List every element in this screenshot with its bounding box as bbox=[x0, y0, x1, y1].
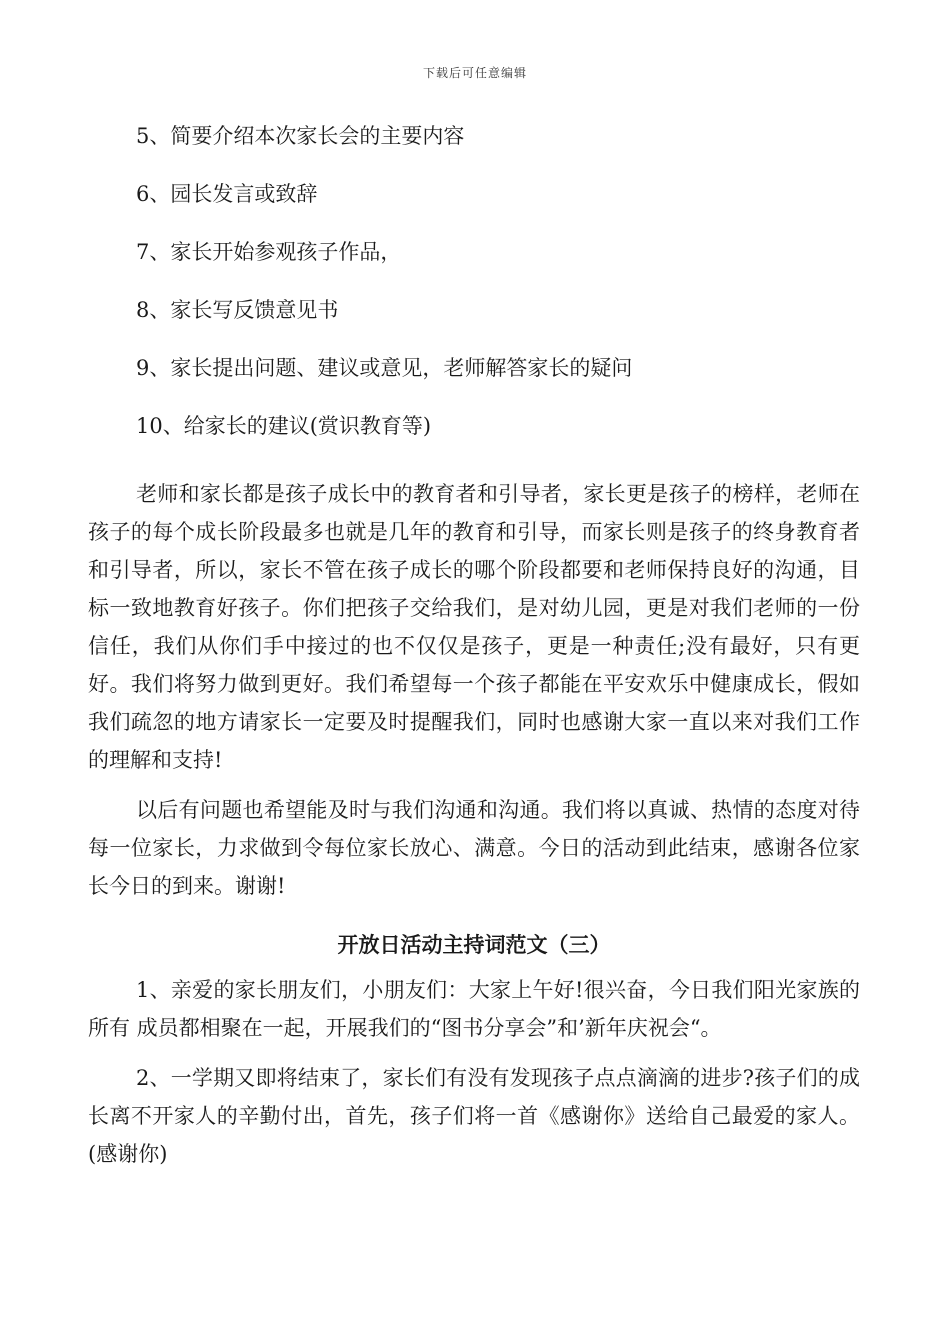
section-paragraph: 2、一学期又即将结束了，家长们有没有发现孩子点点滴滴的进步?孩子们的成长离不开家人的辛勤付出，首先，孩子们将一首《感谢你》送给自己最爱的家人。(感谢你) bbox=[88, 1066, 860, 1166]
list-item: 8、家长写反馈意见书 bbox=[136, 298, 339, 322]
list-item: 6、园长发言或致辞 bbox=[136, 182, 318, 206]
list-item: 9、家长提出问题、建议或意见，老师解答家长的疑问 bbox=[136, 356, 633, 380]
body-paragraph: 老师和家长都是孩子成长中的教育者和引导者，家长更是孩子的榜样，老师在孩子的每个成长阶段最多也就是几年的教育和引导，而家长则是孩子的终身教育者和引导者，所以，家长不管在孩子成长的哪个阶段都要和老师保持良好的沟通，目标一致地教育好孩子。你们把孩子交给我们，是对幼儿园，更是对我们老师的一份信任，我们从你们手中接过的也不仅仅是孩子，更是一种责任;没有最好，只有更好。我们将努力做到更好。我们希望每一个孩子都能在平安欢乐中健康成长，假如我们疏忽的地方请家长一定要及时提醒我们，同时也感谢大家一直以来对我们工作的理解和支持! bbox=[88, 482, 860, 772]
section-title: 开放日活动主持词范文（三） bbox=[337, 932, 611, 957]
page-header: 下载后可任意编辑 bbox=[422, 66, 527, 80]
list-item: 7、家长开始参观孩子作品， bbox=[136, 240, 402, 264]
document-body bbox=[88, 115, 860, 1173]
list-item: 5、简要介绍本次家长会的主要内容 bbox=[136, 124, 465, 148]
list-item: 10、给家长的建议(赏识教育等) bbox=[136, 414, 432, 438]
body-paragraph: 以后有问题也希望能及时与我们沟通和沟通。我们将以真诚、热情的态度对待每一位家长，力求做到令每位家长放心、满意。今日的活动到此结束，感谢各位家长今日的到来。谢谢! bbox=[88, 798, 860, 898]
section-paragraph: 1、亲爱的家长朋友们，小朋友们：大家上午好!很兴奋，今日我们阳光家族的所有 成员都相聚在一起，开展我们的“图书分享会”和’新年庆祝会“。 bbox=[88, 978, 860, 1040]
